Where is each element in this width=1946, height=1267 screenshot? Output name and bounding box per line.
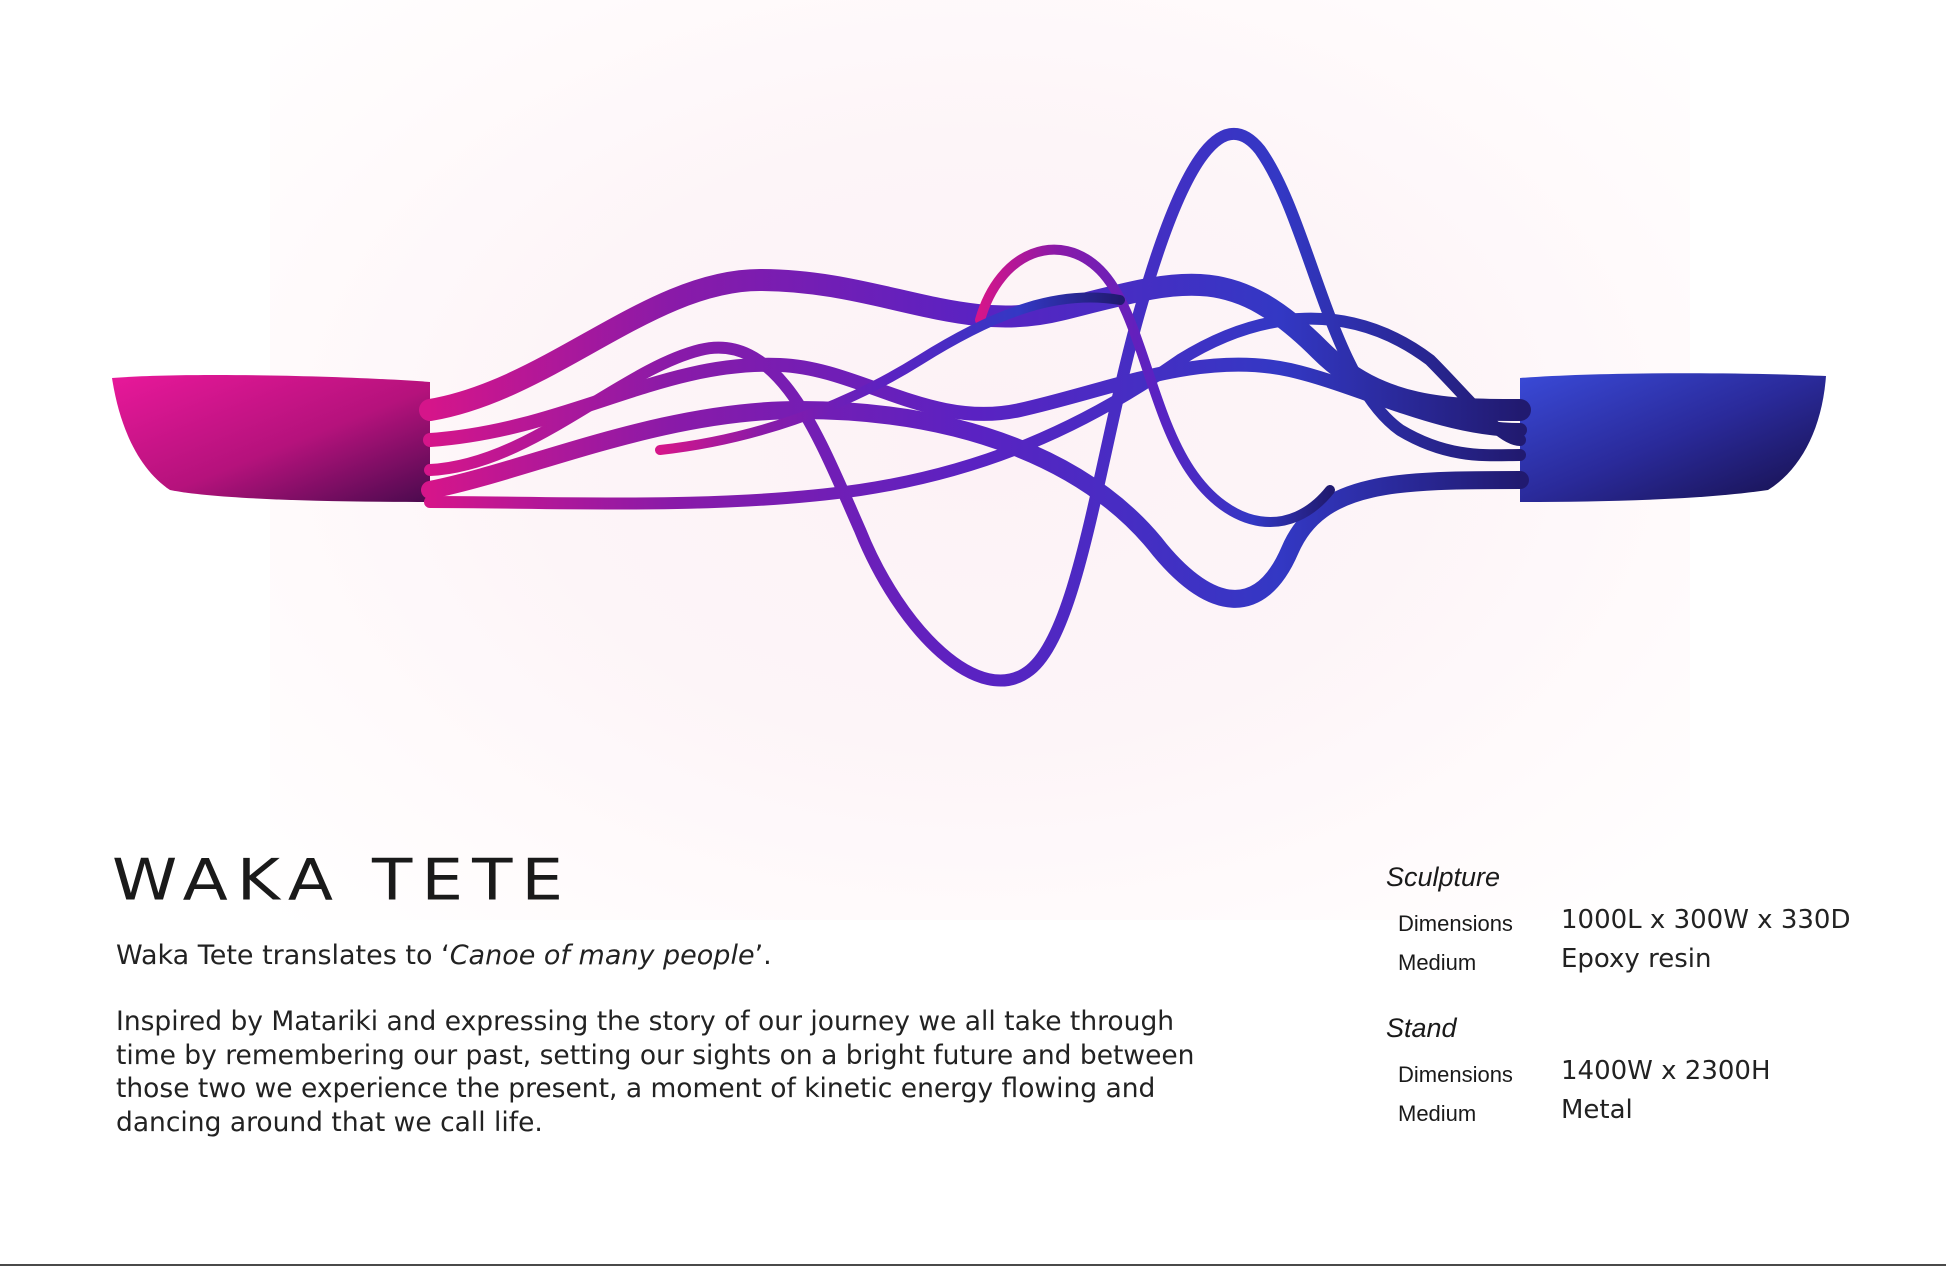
spec-label: Dimensions — [1398, 911, 1513, 937]
page-title: WAKA TETE — [112, 846, 573, 914]
spec-value: 1400W x 2300H — [1561, 1056, 1771, 1087]
spec-heading-sculpture: Sculpture — [1386, 862, 1501, 892]
tagline-suffix: ’. — [754, 940, 772, 971]
left-hull-shape — [112, 375, 430, 502]
spec-row-sculpture-medium — [1386, 942, 1906, 981]
tagline — [116, 940, 772, 971]
right-hull-shape — [1520, 373, 1826, 502]
stand-specs — [1386, 1013, 1906, 1132]
spec-row-stand-medium — [1386, 1093, 1906, 1132]
spec-row-sculpture-dimensions — [1386, 903, 1906, 942]
spec-value: Metal — [1561, 1095, 1633, 1126]
tagline-emphasis: Canoe of many people — [449, 940, 755, 971]
spec-heading-stand: Stand — [1386, 1013, 1457, 1043]
sculpture-image — [100, 110, 1840, 750]
tagline-prefix: Waka Tete translates to ‘ — [116, 940, 450, 971]
description-paragraph: Inspired by Matariki and expressing the story of our journey we all take through time by remembering our past, setting our sights on a bright future and between those two we experience the present, a moment of kinetic energy flowing and dancing around that we call life. — [116, 1006, 1195, 1138]
bottom-divider — [0, 1264, 1946, 1266]
spec-value: 1000L x 300W x 330D — [1561, 905, 1851, 936]
spec-row-stand-dimensions — [1386, 1054, 1906, 1093]
spec-label: Medium — [1398, 1101, 1477, 1127]
spec-label: Dimensions — [1398, 1062, 1513, 1088]
sculpture-specs — [1386, 862, 1906, 981]
spec-value: Epoxy resin — [1561, 944, 1712, 975]
spec-label: Medium — [1398, 950, 1477, 976]
